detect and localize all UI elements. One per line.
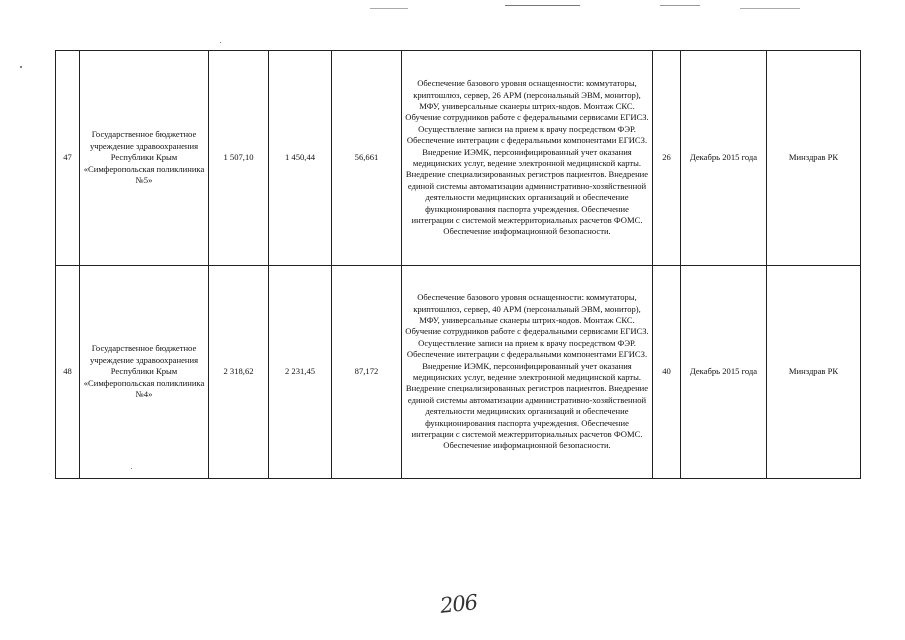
workstation-count: 26 <box>653 51 681 266</box>
activity-description: Обеспечение базового уровня оснащенности: коммутаторы, криптошлюз, сервер, 40 АРМ (персональный ЭВМ, монитор), МФУ, универсальные сканеры штрих-кодов. Монтаж СКС. Обучение сотрудников работе с федеральными сервисами ЕГИСЗ. Осуществление записи на прием к врачу посредством ФЭР. Обеспечение интеграции с федеральными компонентами ЕГИСЗ. Внедрение ИЭМК, персонифицированный учет оказания медицинских услуг, ведение электронной медицинской карты. Внедрение специализированных регистров пациентов. Внедрение единой системы автоматизации административно-хозяйственной деятельности медицинских организаций и обеспечение функционирования паспорта учреждения. Обеспечение интеграции с системой межтерриториальных расчетов ФОМС. Обеспечение информационной безопасности. <box>402 266 653 479</box>
table-row <box>56 51 861 266</box>
row-number: 47 <box>56 51 80 266</box>
amount-3: 56,661 <box>332 51 402 266</box>
scan-artifact <box>505 5 580 6</box>
deadline: Декабрь 2015 года <box>681 51 767 266</box>
responsible-body: Минздрав РК <box>767 266 861 479</box>
scan-artifact <box>660 5 700 6</box>
activity-description: Обеспечение базового уровня оснащенности: коммутаторы, криптошлюз, сервер, 26 АРМ (персональный ЭВМ, монитор), МФУ, универсальные сканеры штрих-кодов. Монтаж СКС. Обучение сотрудников работе с федеральными сервисами ЕГИСЗ. Осуществление записи на прием к врачу посредством ФЭР. Обеспечение интеграции с федеральными компонентами ЕГИСЗ. Внедрение ИЭМК, персонифицированный учет оказания медицинских услуг, ведение электронной медицинской карты. Внедрение специализированных регистров пациентов. Внедрение единой системы автоматизации административно-хозяйственной деятельности медицинских организаций и обеспечение функционирования паспорта учреждения. Обеспечение интеграции с системой межтерриториальных расчетов ФОМС. Обеспечение информационной безопасности. <box>402 51 653 266</box>
scan-artifact <box>370 8 408 9</box>
handwritten-page-number: 206 <box>438 590 479 618</box>
table-row <box>56 266 861 479</box>
institution-name: Государственное бюджетное учреждение здравоохранения Республики Крым «Симферопольская поликлиника №5» <box>80 51 209 266</box>
deadline: Декабрь 2015 года <box>681 266 767 479</box>
total-amount: 1 507,10 <box>209 51 269 266</box>
projects-table <box>55 50 861 479</box>
scan-artifact <box>20 66 22 68</box>
responsible-body: Минздрав РК <box>767 51 861 266</box>
institution-name: Государственное бюджетное учреждение здравоохранения Республики Крым «Симферопольская поликлиника №4» <box>80 266 209 479</box>
row-number: 48 <box>56 266 80 479</box>
workstation-count: 40 <box>653 266 681 479</box>
amount-2: 2 231,45 <box>269 266 332 479</box>
amount-2: 1 450,44 <box>269 51 332 266</box>
scan-artifact <box>220 42 221 43</box>
total-amount: 2 318,62 <box>209 266 269 479</box>
scan-artifact <box>740 8 800 9</box>
amount-3: 87,172 <box>332 266 402 479</box>
